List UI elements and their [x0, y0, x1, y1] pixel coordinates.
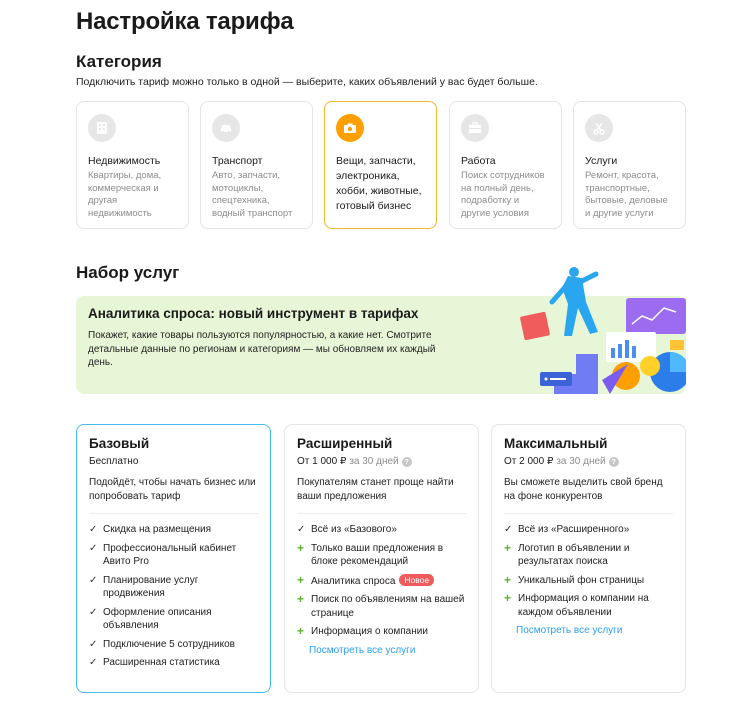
category-card-realty[interactable] [76, 101, 189, 229]
category-name: Услуги [585, 155, 618, 167]
banner-text: Покажет, какие товары пользуются популярностью, а какие нет. Смотрите детальные данные по регионам и категориям — мы обновляем их каждый день. [88, 330, 436, 368]
see-all-services-link[interactable]: Посмотреть все услуги [309, 644, 416, 656]
scissors-icon [585, 114, 613, 142]
category-card-transport[interactable] [200, 101, 313, 229]
feature-item: ✓ Профессиональный кабинет Авито Pro [89, 542, 237, 567]
feature-item: + Информация о компании на каждом объявлении [504, 591, 649, 618]
plan-name: Расширенный [297, 436, 393, 451]
camera-icon [336, 114, 364, 142]
plan-price [297, 456, 466, 467]
category-name: Вещи, запчасти, электроника, хобби, животные, готовый бизнес [336, 155, 422, 212]
feature-item: + Информация о компании [297, 624, 428, 638]
car-icon [212, 114, 240, 142]
check-icon: ✓ [89, 574, 98, 586]
category-desc: Авто, запчасти, мотоциклы, спецтехника, водный транспорт [212, 170, 293, 219]
plan-price [89, 456, 258, 467]
feature-item: ✓ Всё из «Базового» [297, 524, 397, 535]
check-icon: ✓ [89, 657, 98, 668]
feature-item: ✓ Всё из «Расширенного» [504, 524, 630, 535]
plus-icon: + [297, 572, 305, 587]
plan-desc: Подойдёт, чтобы начать бизнес или попробовать тариф [89, 477, 256, 502]
divider [504, 513, 673, 514]
plus-icon: + [297, 624, 305, 638]
feature-item: + Аналитика спроса Новое [297, 574, 466, 589]
category-card-jobs[interactable] [449, 101, 562, 229]
category-section-title: Категория [76, 52, 162, 71]
services-section-title: Набор услуг [76, 263, 180, 282]
plan-price-value: От 2 000 ₽ [504, 456, 554, 467]
feature-item: ✓ Планирование услуг продвижения [89, 574, 199, 599]
plan-price-value: От 1 000 ₽ [297, 456, 347, 467]
divider [89, 513, 258, 514]
feature-item: + Только ваши предложения в блоке рекомендаций [297, 540, 444, 567]
check-icon: ✓ [297, 524, 306, 535]
plan-card-maximum[interactable] [491, 424, 686, 693]
category-subtitle: Подключить тариф можно только в одной — выберите, каких объявлений у вас будет больше. [76, 76, 538, 88]
feature-item: + Уникальный фон страницы [504, 572, 645, 587]
check-icon: ✓ [89, 542, 98, 554]
category-card-services[interactable] [573, 101, 686, 229]
plan-period: за 30 дней [556, 456, 606, 467]
check-icon: ✓ [89, 524, 98, 535]
plan-card-basic[interactable] [76, 424, 271, 693]
plan-period: за 30 дней [349, 456, 399, 467]
building-icon [88, 114, 116, 142]
plan-price-value: Бесплатно [89, 456, 139, 467]
analytics-illustration [506, 262, 686, 394]
category-card-goods[interactable] [324, 101, 437, 229]
category-name: Недвижимость [88, 155, 161, 167]
category-name: Работа [461, 155, 496, 167]
feature-item: ✓ Подключение 5 сотрудников [89, 638, 235, 650]
check-icon: ✓ [504, 524, 513, 535]
category-desc: Поиск сотрудников на полный день, подработку и другие условия [461, 170, 545, 219]
plan-desc: Покупателям станет проще найти ваши предложения [297, 477, 454, 502]
check-icon: ✓ [89, 638, 98, 650]
plan-name: Базовый [89, 436, 150, 451]
feature-item: ✓ Оформление описания объявления [89, 606, 212, 631]
feature-item: + Логотип в объявлении и результатах поиска [504, 540, 630, 567]
plus-icon: + [297, 540, 305, 555]
plan-name: Максимальный [504, 436, 608, 451]
help-icon[interactable]: ? [402, 457, 412, 467]
feature-item: ✓ Скидка на размещения [89, 524, 212, 535]
plus-icon: + [504, 572, 512, 587]
feature-item: ✓ Расширенная статистика [89, 657, 220, 668]
category-desc: Квартиры, дома, коммерческая и другая недвижимость [88, 170, 162, 219]
feature-item: + Поиск по объявлениям на вашей странице [297, 592, 465, 619]
banner-title: Аналитика спроса: новый инструмент в тарифах [88, 306, 419, 321]
see-all-services-link[interactable]: Посмотреть все услуги [516, 625, 623, 636]
category-desc: Ремонт, красота, транспортные, бытовые, деловые и другие услуги [585, 170, 668, 219]
plan-desc: Вы сможете выделить свой бренд на фоне конкурентов [504, 477, 663, 502]
plan-price [504, 456, 673, 467]
new-badge: Новое [399, 574, 434, 586]
check-icon: ✓ [89, 606, 98, 618]
plus-icon: + [504, 540, 512, 555]
plan-card-extended[interactable] [284, 424, 479, 693]
plus-icon: + [504, 591, 512, 605]
plus-icon: + [297, 592, 305, 606]
briefcase-icon [461, 114, 489, 142]
page-title: Настройка тарифа [76, 8, 294, 35]
category-name: Транспорт [212, 155, 263, 167]
help-icon[interactable]: ? [609, 457, 619, 467]
divider [297, 513, 466, 514]
